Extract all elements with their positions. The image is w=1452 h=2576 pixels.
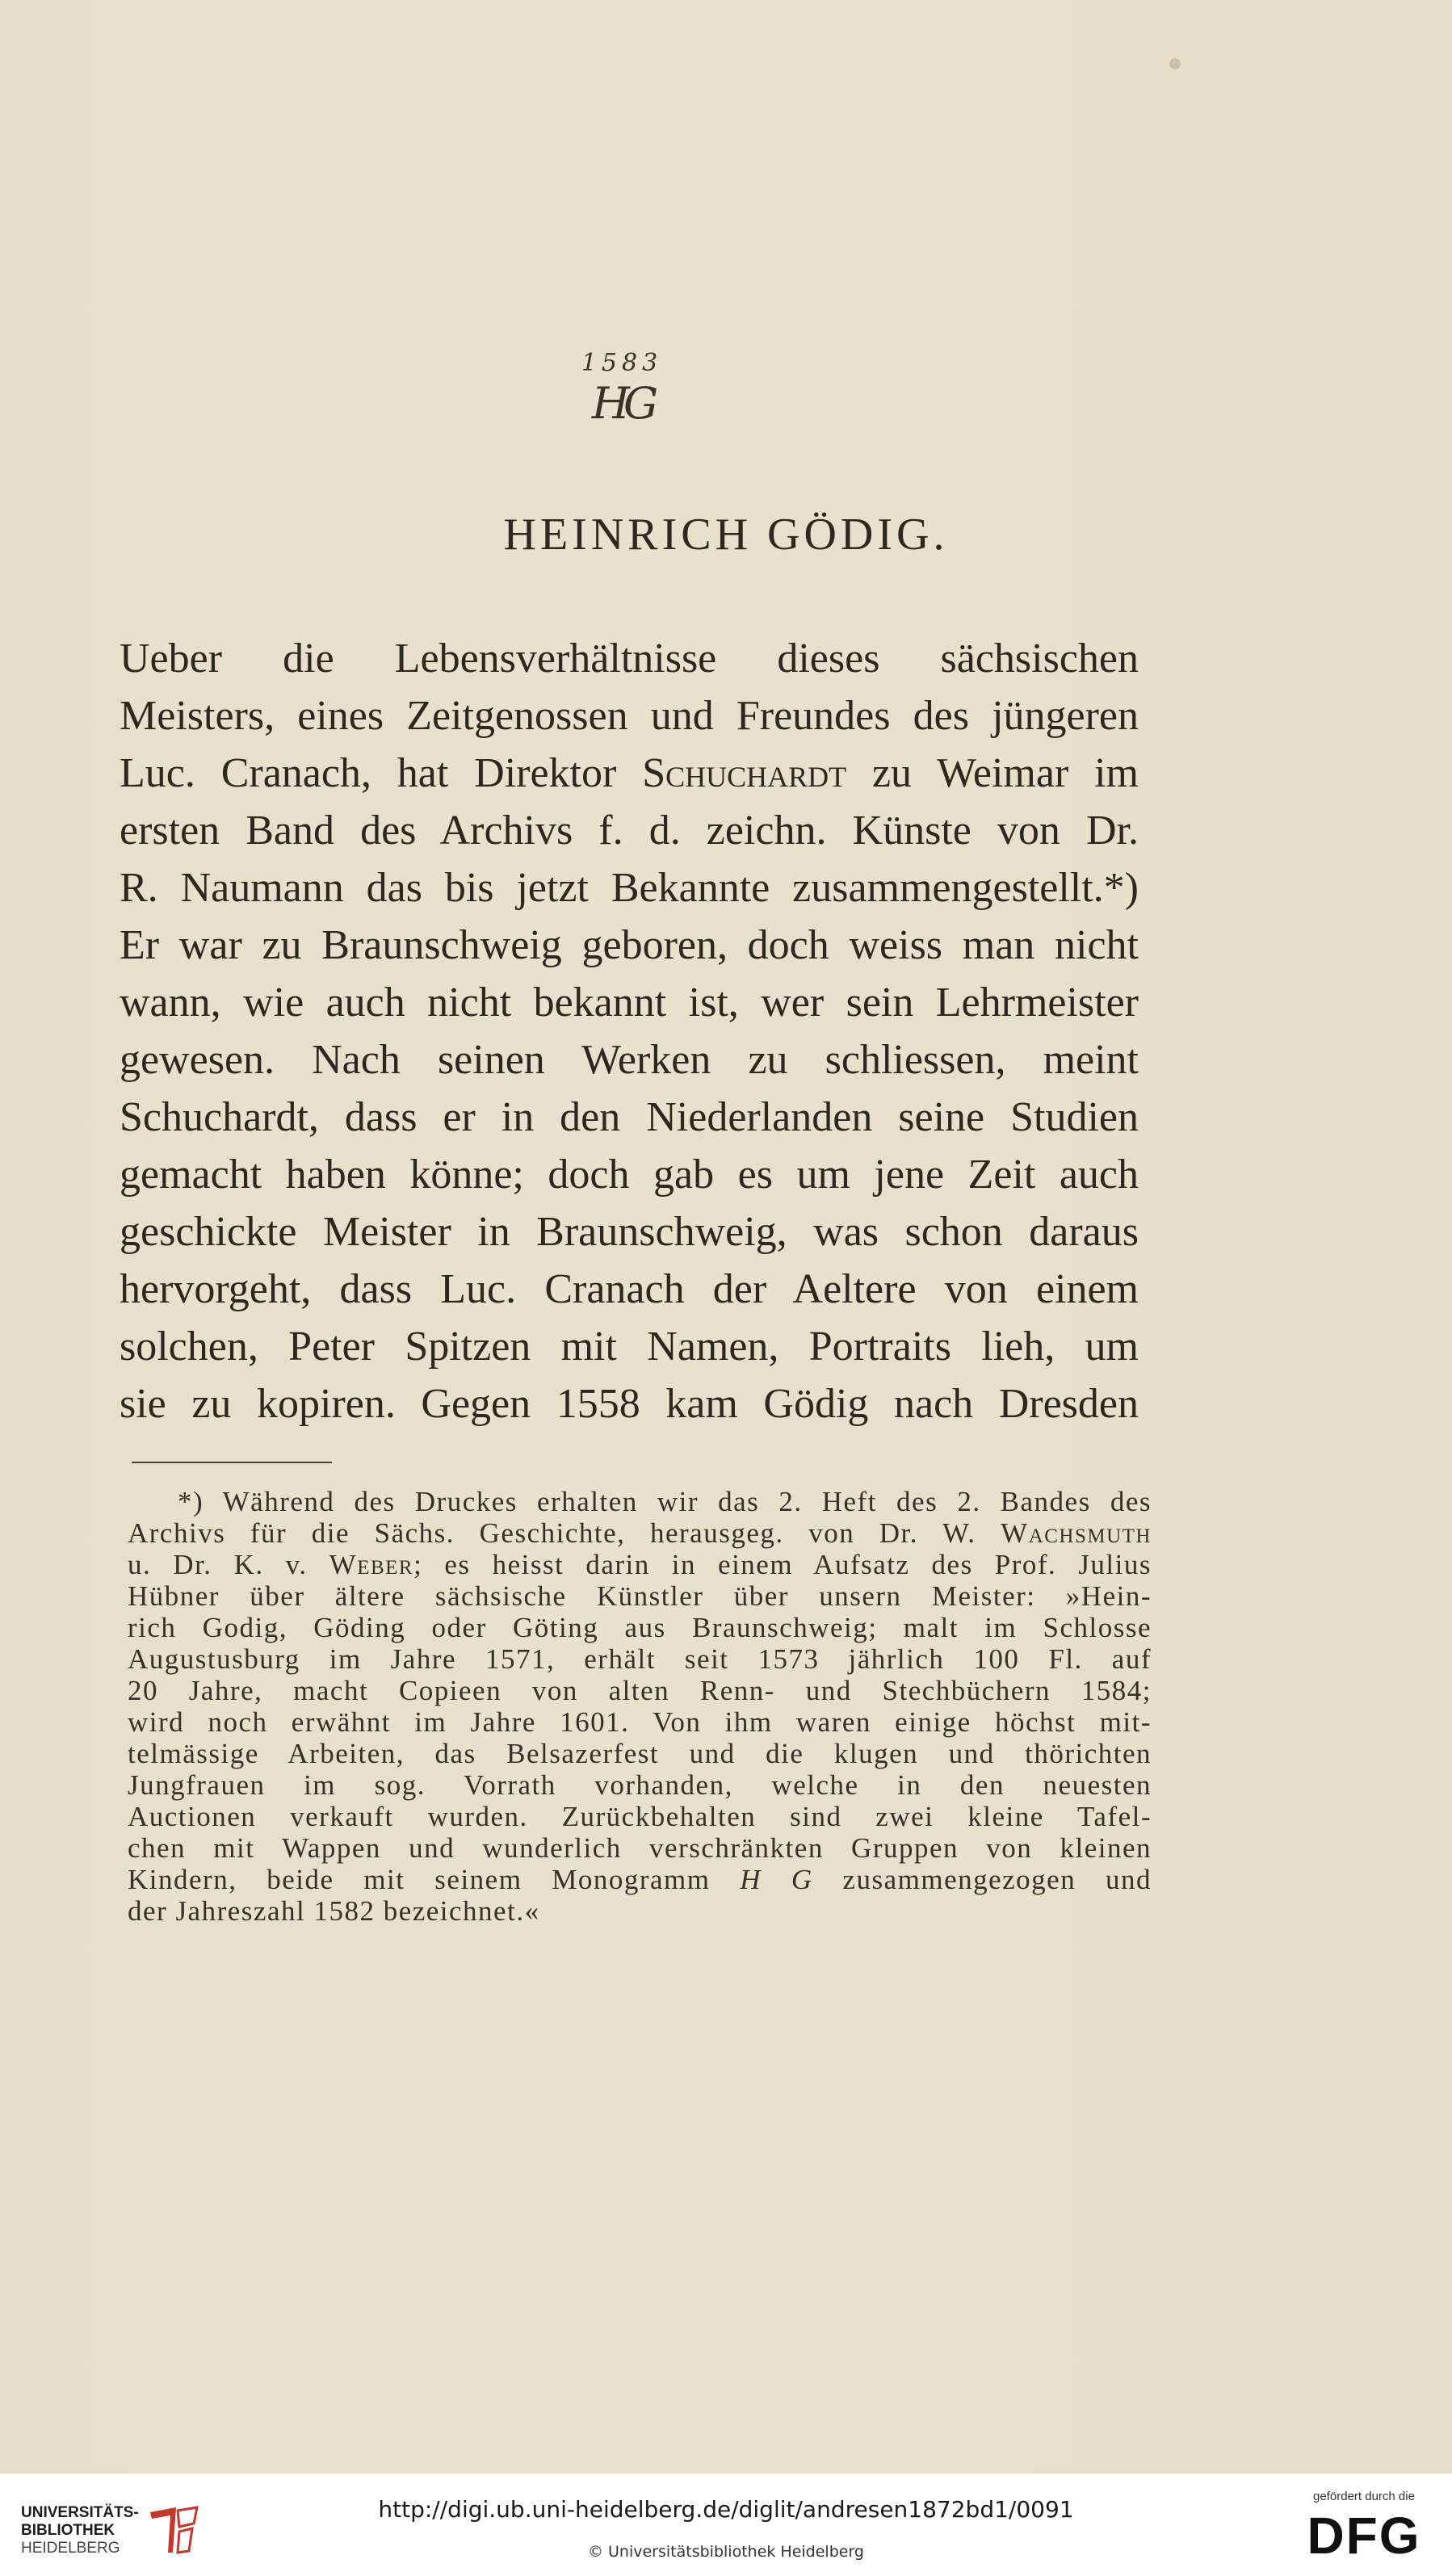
monogram-reference: H G <box>740 1864 813 1895</box>
body-text-span: sie zu kopiren. Gegen 1558 kam Gödig nach Dresden <box>120 1381 1139 1427</box>
monogram-year: 1583 <box>581 349 663 377</box>
body-line <box>120 859 1139 917</box>
body-line <box>120 1146 1139 1203</box>
body-text-span: zu Weimar im <box>846 750 1139 796</box>
viewer-footer <box>0 2473 1452 2576</box>
footnote-text-span: ; es heisst darin in einem Aufsatz des Prof. Julius <box>413 1549 1152 1580</box>
body-line <box>120 1375 1139 1433</box>
footnote-line <box>128 1864 1152 1895</box>
footnote-line <box>128 1643 1152 1675</box>
library-name-line: UNIVERSITÄTS- <box>21 2504 139 2521</box>
footnote-rule <box>132 1462 332 1463</box>
footnote-line <box>128 1832 1152 1864</box>
body-text-span: ersten Band des Archivs f. d. zeichn. Künste von Dr. <box>120 808 1139 854</box>
paper-spot <box>1169 58 1181 69</box>
body-line <box>120 1261 1139 1318</box>
footnote-line <box>128 1895 1152 1927</box>
author-name-weber: Weber <box>329 1549 414 1580</box>
footnote-text-span: chen mit Wappen und wunderlich verschränkten Gruppen von kleinen <box>128 1832 1152 1864</box>
library-name-line: HEIDELBERG <box>21 2540 120 2557</box>
body-text-span: gemacht haben könne; doch gab es um jene Zeit auch <box>120 1152 1139 1198</box>
footnote-text-span: u. Dr. K. v. <box>128 1549 329 1580</box>
footnote-line <box>128 1706 1152 1738</box>
footnote-text-span: Kindern, beide mit seinem Monogramm <box>128 1864 741 1895</box>
footnote-text-span: Augustusburg im Jahre 1571, erhält seit 1573 jährlich 100 Fl. auf <box>128 1643 1152 1675</box>
footnote-text-span: 20 Jahre, macht Copieen von alten Renn- und Stechbüchern 1584; <box>128 1675 1152 1706</box>
footnote-text-span: telmässige Arbeiten, das Belsazerfest und die klugen und thörichten <box>128 1738 1152 1769</box>
body-line <box>120 1031 1139 1089</box>
author-name-schuchardt: Schuchardt <box>642 750 847 796</box>
footnote-text-span: Hübner über ältere sächsische Künstler über unsern Meister: »Hein- <box>128 1580 1152 1612</box>
body-text-span: Meisters, eines Zeitgenossen und Freundes des jüngeren <box>120 693 1139 739</box>
footnote-line <box>128 1801 1152 1832</box>
funded-by-label: gefördert durch die <box>1313 2490 1415 2503</box>
body-text-span: R. Naumann das bis jetzt Bekannte zusammengestellt.*) <box>120 865 1139 911</box>
footnote-text-span: zusammengezogen und <box>812 1864 1152 1895</box>
footnote-line <box>128 1517 1152 1549</box>
page-title: HEINRICH GÖDIG. <box>503 510 949 560</box>
body-text-span: Schuchardt, dass er in den Niederlanden seine Studien <box>120 1094 1139 1140</box>
body-line <box>120 802 1139 859</box>
body-text-span: solchen, Peter Spitzen mit Namen, Portraits lieh, um <box>120 1324 1139 1370</box>
footnote-line <box>128 1769 1152 1801</box>
body-line <box>120 1318 1139 1375</box>
footnote-line <box>128 1738 1152 1769</box>
author-name-wachsmuth: Wachsmuth <box>1001 1517 1152 1549</box>
footnote-text-span: der Jahreszahl 1582 bezeichnet.« <box>128 1895 540 1927</box>
footnote-text-span: Auctionen verkauft wurden. Zurückbehalten sind zwei kleine Tafel- <box>128 1801 1152 1832</box>
body-line <box>120 1203 1139 1261</box>
footnote-text-span: *) Während des Druckes erhalten wir das 2. Heft des 2. Bandes des <box>178 1486 1152 1517</box>
body-line <box>120 630 1139 687</box>
monogram-mark: HG <box>591 378 653 429</box>
body-text-span: Ueber die Lebensverhältnisse dieses sächsischen <box>120 636 1139 682</box>
body-line <box>120 745 1139 802</box>
footnote-line <box>128 1580 1152 1612</box>
footnote-line <box>128 1486 1152 1517</box>
footnote-text-span: Jungfrauen im sog. Vorrath vorhanden, welche in den neuesten <box>128 1769 1152 1801</box>
body-text-span: Luc. Cranach, hat Direktor <box>120 750 643 796</box>
footnote-line <box>128 1549 1152 1580</box>
permalink-url[interactable]: http://digi.ub.uni-heidelberg.de/diglit/andresen1872bd1/0091 <box>378 2496 1074 2523</box>
body-text <box>120 630 1139 1433</box>
body-text-span: geschickte Meister in Braunschweig, was schon daraus <box>120 1209 1139 1255</box>
body-line <box>120 917 1139 974</box>
footnote-line <box>128 1675 1152 1706</box>
library-name-line: BIBLIOTHEK <box>21 2522 115 2539</box>
body-text-span: hervorgeht, dass Luc. Cranach der Aeltere von einem <box>120 1266 1139 1312</box>
footnote <box>128 1486 1152 1927</box>
artist-monogram <box>557 347 686 428</box>
footnote-line <box>128 1612 1152 1643</box>
footnote-text-span: Archivs für die Sächs. Geschichte, herausgeg. von Dr. W. <box>128 1517 1001 1549</box>
body-line <box>120 1089 1139 1146</box>
body-text-span: wann, wie auch nicht bekannt ist, wer sein Lehrmeister <box>120 980 1139 1026</box>
body-text-span: gewesen. Nach seinen Werken zu schliessen, meint <box>120 1037 1139 1083</box>
copyright-notice: © Universitätsbibliothek Heidelberg <box>587 2543 864 2561</box>
body-text-span: Er war zu Braunschweig geboren, doch weiss man nicht <box>120 922 1139 968</box>
body-line <box>120 974 1139 1031</box>
body-line <box>120 687 1139 745</box>
footnote-text-span: wird noch erwähnt im Jahre 1601. Von ihm waren einige höchst mit- <box>128 1706 1152 1738</box>
dfg-logo[interactable]: DFG <box>1307 2507 1421 2565</box>
footnote-text-span: rich Godig, Göding oder Göting aus Braunschweig; malt im Schlosse <box>128 1612 1152 1643</box>
